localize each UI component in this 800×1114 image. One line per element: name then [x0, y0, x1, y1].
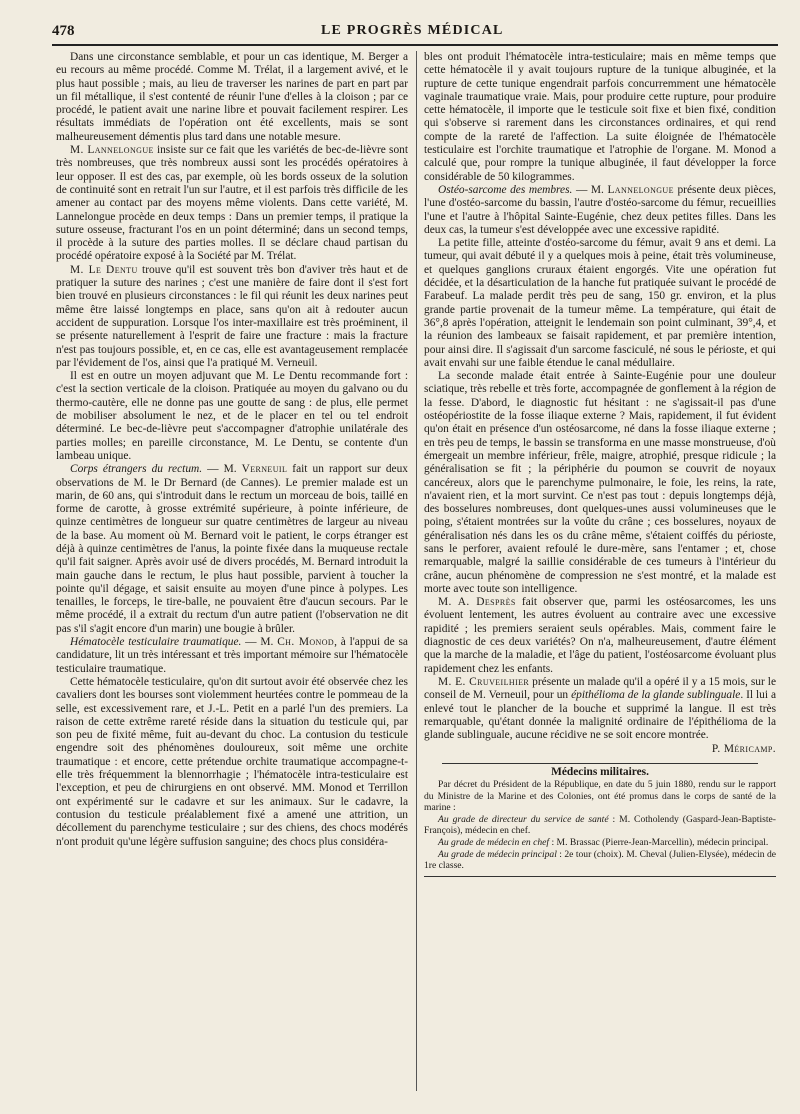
- news-paragraph: [424, 814, 776, 837]
- paragraph: [56, 51, 408, 144]
- paragraph: [424, 51, 776, 184]
- news-paragraph: [424, 837, 776, 849]
- paragraph: [56, 264, 408, 370]
- grade-label: Au grade de médecin principal: [438, 848, 557, 860]
- paragraph-text: fait un rapport sur deux observations de M. le Dr Bernard (de Cannes). Le premier malade est un marin, de 60 ans, qui s'introduit dans le rectum un morceau de bois, taillé en forme de carotte, à grosse extrémité supérieure, à pointe inférieure, de quinze centimètres de longueur sur quatre centimètres de largeur au niveau de la base. Au moment où M. Bernard voit le patient, le corps étranger est déjà à quinze centimètres de l'anus, la pointe fixée dans la muqueuse rectale qu'il fait saigner. Après avoir usé de divers procédés, M. Bernard introduit la main gauche dans le rectum, le plus haut possible, parvient à toucher la pointe qu'il dégage, et saisit ensuite au moyen d'une pince à polypes. Les tenailles, le forceps, le tire-balle, ne pouvaient être d'aucun secours. Par le même procédé, il a extrait du rectum d'un autre patient (l'observation ne dit pas s'il s'agit encore d'un marin) une bougie à brûler.: [56, 463, 408, 635]
- paragraph: [56, 636, 408, 676]
- section-title: Ostéo-sarcome des membres.: [438, 183, 573, 196]
- paragraph-text: fait observer que, parmi les ostéosarcomes, les uns évoluent lentement, les autres évoluent au contraire avec une excessive rapidité ; les premiers seraient seuls opérables. Mais, comment faire le diagnostic de ces deux variétés? On n'a, malheureusement, d'autre élément que la marche de la maladie, et l'âge du patient, l'ostéosarcome évoluant plus rapidement chez les enfants.: [424, 596, 776, 675]
- section-title: Corps étrangers du rectum.: [70, 463, 203, 476]
- dash: — M.: [572, 183, 608, 196]
- paragraph: [424, 184, 776, 237]
- section-rule: [442, 763, 758, 764]
- column-divider: [416, 51, 417, 1091]
- emphasis-text: épithélioma de la glande sublinguale: [571, 689, 741, 702]
- paragraph-text: La seconde malade était entrée à Sainte-Eugénie pour une douleur sciatique, très rebelle et très forte, accompagnée de gonflement à la région de la fesse. D'abord, le diagnostic fut hésitant : ne s'agissait-il pas d'une ostéopériostite de la fosse iliaque externe ? Mais, rapidement, il fut évident qu'on était en présence d'un ostéosarcome, né dans la fosse iliaque externe ; en très peu de temps, le bassin se transforma en une masse monstrueuse, d'où émergeait un membre inférieur, frêle, maigre, atrophié, presque ridicule ; la généralisation se fit ; la périphérie du poumon se couvrit de noyaux cancéreux, alors que le parenchyme pulmonaire, le foie, les reins, la rate, n'avaient rien, et la mort survint. Ce n'est pas tout : depuis longtemps déjà, des bosselures nombreuses, dont quelques-unes aussi volumineuses que le poing, s'étaient montrées sur la voûte du crâne ; ces bosselures, noyaux de généralisation nés dans les os du crâne même, s'étaient coiffés du périoste, sans le perforer, avaient refoulé le dure-mère, sans l'entamer ; et, chose remarquable, malgré la saillie considérable de ces tumeurs à l'intérieur du crâne, aucun phénomène de compression ne s'est montré, et la malade est morte avec toute son intelligence.: [424, 370, 776, 595]
- paragraph-text: , à l'appui de sa candidature, lit un très intéressant et très important mémoire sur l'hématocèle testiculaire traumatique.: [56, 636, 408, 675]
- news-block: [424, 779, 776, 872]
- grade-label: Au grade de directeur du service de santé: [438, 813, 609, 825]
- news-paragraph: [424, 779, 776, 814]
- speaker-name: M. Le Dentu: [70, 263, 138, 276]
- speaker-name: M. E. Cruveilhier: [438, 675, 530, 688]
- news-text: : 2e tour (choix). M. Cheval (Julien-Elysée), médecin de 1re classe.: [424, 848, 776, 872]
- speaker-name: Lannelongue: [607, 183, 674, 196]
- paragraph-text: Dans une circonstance semblable, et pour un cas identique, M. Berger a eu recours au même procédé. Comme M. Trélat, il a largement avivé, et le plus haut possible ; mais, au lieu de traverser les narines de part en part par un fil métallique, il s'est contenté de réunir l'une d'elles à la cloison ; par ce procédé, le patient avait une narine libre et pouvait facilement respirer. Les résultats immédiats de l'opération ont été excellents, mais se sont malheureusement démentis plus tard dans une notable mesure.: [56, 51, 408, 143]
- page-header: [52, 20, 778, 42]
- paragraph: [424, 370, 776, 596]
- paragraph-text: insiste sur ce fait que les variétés de bec-de-lièvre sont très nombreuses, que très nombreux aussi sont les procédés opératoires à leur opposer. Il est des cas, par exemple, où les bords osseux de la solution de continuité sont en retrait l'un sur l'autre, et il est parfois très difficile de les amener au contact par des moyens même violents. Dans cette variété, M. Lannelongue procède en deux temps : Dans un premier temps, il pratique la suture osseuse, fracturant l'os en un point déterminé; dans un second temps, il procède à la suture des parties molles. Il se déclare chaud partisan du procédé opératoire exposé à la Société par M. Trélat.: [56, 144, 408, 263]
- journal-title: LE PROGRÈS MÉDICAL: [320, 23, 504, 38]
- left-column: [56, 51, 408, 1091]
- paragraph: [56, 144, 408, 264]
- paragraph-text: Il est en outre un moyen adjuvant que M. Le Dentu recommande fort : c'est la section verticale de la cloison. Pratiquée au moyen du galvano ou du thermo-cautère, elle ne donne pas une goutte de sang : de plus, elle permet de mobiliser absolument le nez, et de le placer en tel ou tel endroit déterminé. Le bec-de-lièvre peut s'accompagner d'atrophie unilatérale des parties molles; en pareille circonstance, M. Le Dentu, se contente d'un lambeau unique.: [56, 370, 408, 462]
- news-text: : M. Cotholendy (Gaspard-Jean-Baptiste-François), médecin en chef.: [424, 813, 776, 837]
- dash: — M.: [202, 463, 242, 476]
- paragraph-text: présente un malade qu'il a opéré il y a 15 mois, sur le conseil de M. Verneuil, pour un: [424, 675, 776, 702]
- paragraph-text: bles ont produit l'hématocèle intra-testiculaire; mais en même temps que cette hématocèle il y avait toujours rupture de la tunique albuginée, et la rupture de cette tunique engendrait parfois concurremment une hématocèle vaginale traumatique vraie. Mais, pour produire cette rupture, pour produire cette hématocèle, il importe que le testicule soit fixe et bien fixé, condition qui s'observe si rarement dans les circonstances ordinaires, et qui rend compte de la rareté de l'affection. La suite éloignée de l'hématocèle testiculaire est l'orchite traumatique et l'atrophie de l'organe. M. Monod a calculé que, pour rompre la tunique albuginée, il faut développer la force considérable de 50 kilogrammes.: [424, 51, 776, 183]
- grade-label: Au grade de médecin en chef: [438, 837, 550, 848]
- dash: — M.: [241, 636, 278, 649]
- bottom-rule: [424, 876, 776, 877]
- news-text: Par décret du Président de la République, en date du 5 juin 1880, rendu sur le rapport du Ministre de la Marine et des Colonies, ont été promus dans le corps de santé de la marine :: [424, 779, 776, 814]
- paragraph-text: trouve qu'il est souvent très bon d'aviver très haut et de pratiquer la suture des narines ; c'est une manière de faire dont il s'est fort bien trouvé en plusieurs circonstances : le fil qui réunit les deux narines peut même être laissé longtemps en place, sans qu'on ait à redouter aucun accident de suppuration. Lorsque l'os inter-maxillaire est très proéminent, il se présente naturellement à l'esprit de faire une fracture : mais la fracture n'est pas toujours possible, et, en ce cas, elle est avantageusement remplacée par l'évidement de l'os, ainsi que l'a pratiqué M. Verneuil.: [56, 263, 408, 369]
- header-rule: [52, 44, 778, 46]
- speaker-name: M. A. Desprès: [438, 596, 516, 609]
- news-text: : M. Brassac (Pierre-Jean-Marcellin), médecin principal.: [549, 837, 769, 848]
- paragraph: [424, 237, 776, 370]
- paragraph-text: . Il lui a enlevé tout le plancher de la bouche et supprimé la langue. Il est très remarquable, qu'étant donnée la malignité ordinaire de l'épithélioma de la glande sublinguale, aucune récidive ne se soit encore montrée.: [424, 689, 776, 742]
- speaker-name: Verneuil: [241, 463, 288, 476]
- paragraph-text: La petite fille, atteinte d'ostéo-sarcome du fémur, avait 9 ans et demi. La tumeur, qui avait débuté il y a quelques mois à peine, était très volumineuse, et quelques ganglions cruraux étaient engorgés. Vite une opération fut décidée, et la désarticulation de la hanche fut pratiquée suivant le procédé de Farabeuf. La malade perdit très peu de sang, 150 gr. environ, et la plus grande partie provenait de la tumeur même. La température, qui était de 36°,8 après l'opération, atteignit le lendemain son point culminant, 39°,4, et la réunion des lambeaux se faisait rapidement, et par première intention, pour ainsi dire. Il s'agissait d'un sarcome fasciculé, né sous le périoste, et qui avait envahi sur une faible étendue le canal médullaire.: [424, 237, 776, 369]
- paragraph: [424, 596, 776, 676]
- section-title: Hématocèle testiculaire traumatique.: [70, 636, 242, 649]
- paragraph: [56, 463, 408, 636]
- paragraph-text: Cette hématocèle testiculaire, qu'on dit surtout avoir été observée chez les cavaliers dont les bourses sont violemment heurtées contre le pommeau de la selle, est excessivement rare, et J.-L. Petit en a parlé l'un des premiers. La raison de cette extrême rareté réside dans la situation du testicule qui, par son peu de fixité même, fuit au-devant du choc. La contusion du testicule engendre soit des phénomènes douloureux, soit même une orchite traumatique : et encore, cette prétendue orchite traumatique accompagne-t-elle très fréquemment la blennorrhagie ; l'hématocèle intra-testiculaire est l'exception, et peu de chirurgiens en ont observé. MM. Monod et Terrillon ont expérimenté sur le cadavre et sur les animaux. Sur le cadavre, la contusion du testicule préalablement fixé a amené une attrition, un décollement du parenchyme testiculaire ; sur des chiens, des chocs modérés n'ont produit qu'une légère suffusion sanguine; des chocs plus considéra-: [56, 675, 408, 848]
- right-column: [424, 51, 776, 1091]
- paragraph-text: présente deux pièces, l'une d'ostéo-sarcome du bassin, l'autre d'ostéo-sarcome du fémur, recueillies l'une et l'autre à l'hôpital Sainte-Eugénie, chez deux petites filles. Dans les deux cas, la tumeur s'est développée avec une excessive rapidité.: [424, 183, 776, 236]
- speaker-name: M. Lannelongue: [70, 144, 154, 157]
- paragraph: [56, 370, 408, 463]
- speaker-name: Ch. Monod: [277, 636, 335, 649]
- news-heading: Médecins militaires.: [551, 765, 649, 778]
- paragraph: [56, 676, 408, 849]
- signature: P. Méricamp.: [711, 743, 776, 756]
- news-paragraph: [424, 849, 776, 872]
- paragraph: [424, 676, 776, 742]
- page-number: 478: [52, 22, 75, 39]
